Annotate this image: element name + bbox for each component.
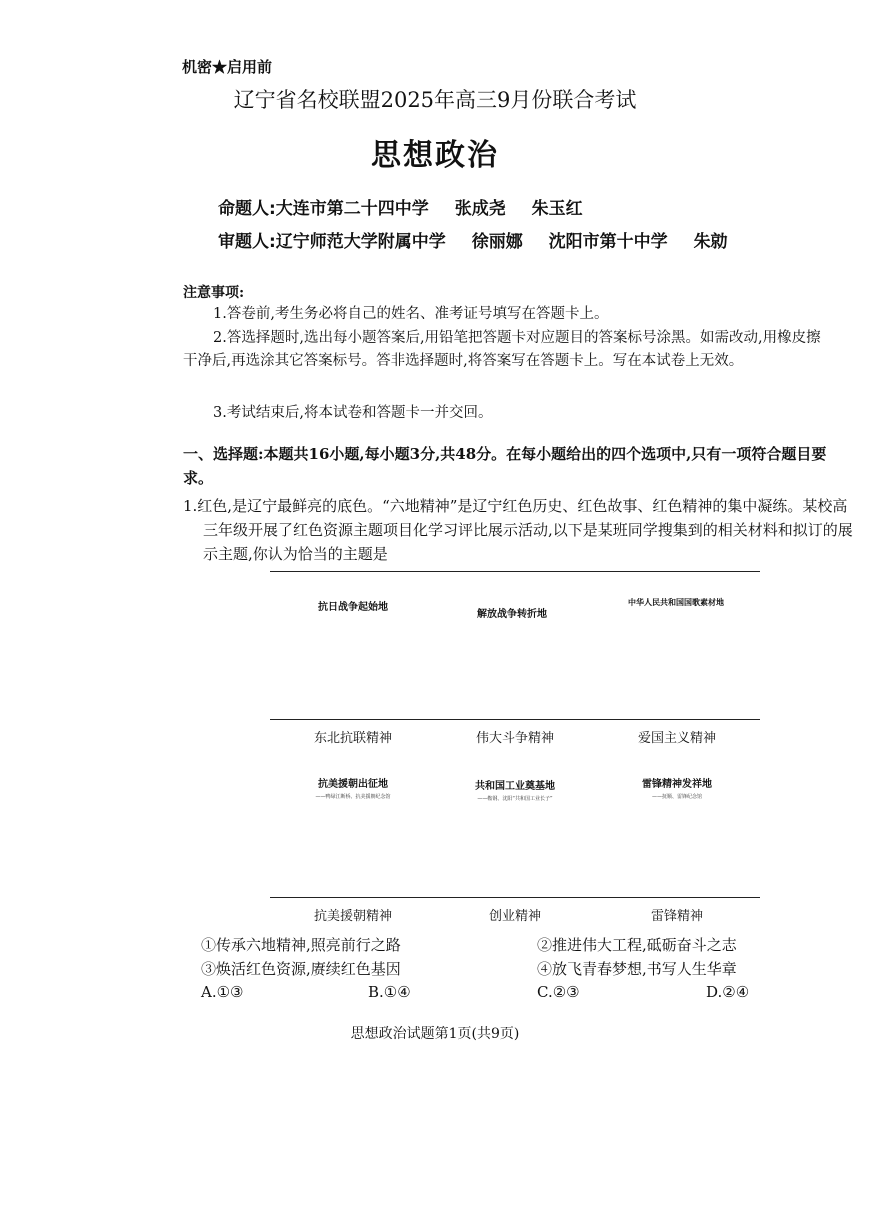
poster-4-sub: ——鸭绿江断桥、抗美援朝纪念馆 [315,794,391,800]
option-c: C.②③ [537,983,580,1001]
question-1-stem: 1.红色,是辽宁最鲜亮的底色。“六地精神”是辽宁红色历史、红色故事、红色精神的集中凝练。某校高三年级开展了红色资源主题项目化学习评比展示活动,以下是某班同学搜集到的相关材料和拟订的展示主题,你认为恰当的主题是 [183,497,853,563]
notes-heading: 注意事项: [183,285,245,301]
caption-5: 创业精神 [488,909,541,924]
note-item-1: 1.答卷前,考生务必将自己的姓名、准考证号填写在答题卡上。 [213,306,609,322]
poster-image-1: 抗日战争起始地 [318,602,388,613]
caption-2: 伟大斗争精神 [475,731,554,746]
statement-4: ④放飞青春梦想,书写人生华章 [537,960,737,978]
note-item-3: 3.考试结束后,将本试卷和答题卡一并交回。 [213,405,493,421]
confidential-label: 机密★启用前 [182,58,273,76]
table-bottom-rule [270,897,760,898]
poster-image-4 [273,775,433,800]
caption-3: 爱国主义精神 [637,731,716,746]
caption-6: 雷锋精神 [650,909,703,924]
poster-6-title: 雷锋精神发祥地 [642,779,712,790]
exam-title: 辽宁省名校联盟2025年高三9月份联合考试 [233,88,637,112]
subject-title: 思想政治 [371,138,499,173]
reviewer-school-2: 沈阳市第十中学 [548,232,668,252]
table-mid-rule [270,719,760,720]
reviewer-school-1: 审题人:辽宁师范大学附属中学 [218,232,446,252]
poster-5-title: 共和国工业奠基地 [475,781,555,792]
statement-1: ①传承六地精神,照亮前行之路 [201,936,401,954]
reviewer-name-1: 徐丽娜 [471,232,523,252]
table-top-rule [270,571,760,572]
setter-line [218,194,603,219]
poster-4-title: 抗美援朝出征地 [318,779,388,790]
statement-2: ②推进伟大工程,砥砺奋斗之志 [537,936,737,954]
setter-name-2: 朱玉红 [531,199,583,219]
reviewer-line [218,227,748,252]
section-heading: 一、选择题:本题共16小题,每小题3分,共48分。在每小题给出的四个选项中,只有一项符合题目要求。 [183,445,827,487]
poster-5-sub: ——鞍钢、沈阳“共和国工业长子” [477,796,553,802]
option-d: D.②④ [706,983,750,1001]
poster-image-2: 解放战争转折地 [477,609,547,620]
poster-image-5 [435,777,595,802]
option-a: A.①③ [201,983,244,1001]
statement-3: ③焕活红色资源,赓续红色基因 [201,960,401,978]
setter-school: 命题人:大连市第二十四中学 [218,199,429,219]
caption-1: 东北抗联精神 [313,731,392,746]
poster-image-3: 中华人民共和国国歌素材地 [628,598,724,607]
setter-name-1: 张成尧 [454,199,506,219]
note-item-2: 2.答选择题时,选出每小题答案后,用铅笔把答题卡对应题目的答案标号涂黑。如需改动,用橡皮擦干净后,再选涂其它答案标号。答非选择题时,将答案写在答题卡上。写在本试卷上无效。 [183,330,821,369]
option-b: B.①④ [368,983,411,1001]
reviewer-name-2: 朱勍 [693,232,728,252]
page-footer: 思想政治试题第1页(共9页) [350,1026,520,1042]
poster-6-sub: ——抚顺、雷锋纪念馆 [651,794,702,800]
caption-4: 抗美援朝精神 [313,909,392,924]
poster-image-6 [597,775,757,800]
